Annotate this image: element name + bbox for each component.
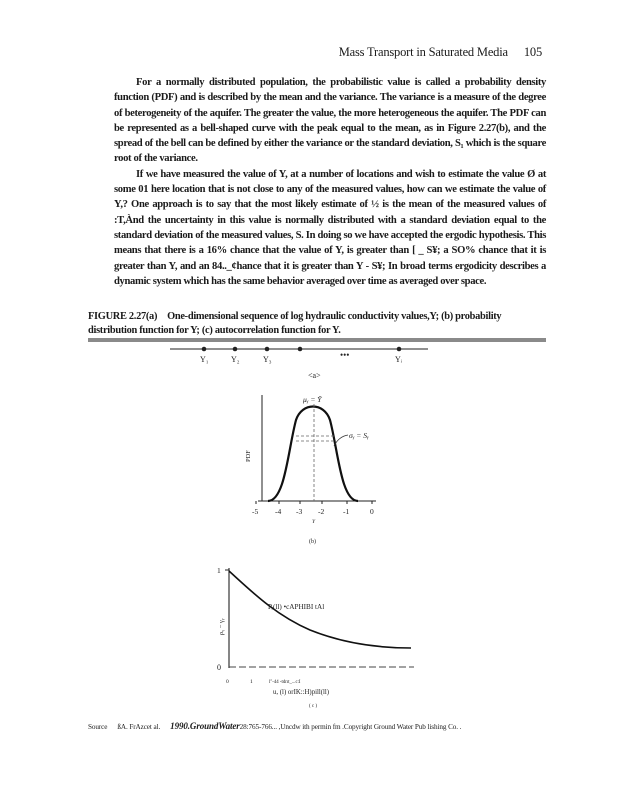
panel-b-label: (b) <box>309 539 316 545</box>
panel-c-autocorrelation <box>217 566 414 709</box>
caption-rule <box>88 338 546 342</box>
paragraph-pdf-definition: For a normally distributed population, the probabilistic value is called a probability density function (PDF) and is described by the mean and the variance. The variance is a measure of the degree of beterogeneity of the aquifer. The greater the value, the more heterogeneous the aquifer. The PDF can be represented as a bell-shaped curve with the peak equal to the mean, as in Figure 2.27(b), and the spread of the bell can be defined by either the variance or the standard deviation, S₁ which is the square root of the variance. <box>114 77 546 165</box>
source-prefix: Source <box>88 723 108 731</box>
acf-x-tick-1: 1 <box>250 679 253 685</box>
paragraph-ergodic-hypothesis: If we have measured the value of Y, at a number of locations and wish to estimate the value Ø at some 01 here location that is not close to any of the measured values, how can we estimate the value of Y,? One approach is to say that the most likely estimate of ½ is the mean of the measured values of :T,Ànd the uncertainty in this value is normally distributed with a standard deviation equal to the standard deviation of the measured values, S. In doing so we have accepted the ergodic hypothesis. This means that there is a 16% chance that the value of Y, is greater than [ _ S¥; a SO% chance that it is greater than Y, and an 84.._¢hance that it is greater than Y - S¥; In broad terms ergodicity describes a dynamic system which has the same behavior averaged over time as averaged over space. <box>114 168 546 287</box>
sigma-pointer <box>334 435 348 446</box>
running-header <box>339 45 542 60</box>
point-label: Y₁ <box>200 355 209 364</box>
panel-a-sequence <box>170 347 428 380</box>
mean-label: μᵧ = Ȳ <box>303 395 322 404</box>
acf-curve-label: P,(ll) •cAPHIBI tAl <box>268 603 325 611</box>
x-tick-label: -5 <box>252 507 259 516</box>
source-authors: ßA. FrAzcet al. <box>117 723 161 731</box>
acf-decay-curve <box>229 571 411 648</box>
point-ellipsis: ••• <box>340 350 350 360</box>
acf-y-label: ρᵧ − γᵧ <box>218 618 225 635</box>
running-title: Mass Transport in Saturated Media <box>338 45 508 59</box>
pdf-bell-curve <box>268 407 358 502</box>
source-citation: 28:765-766... ,Uncdw ith permin fm .Copyright Ground Water Pub lishing Co. . <box>239 723 462 731</box>
sequence-point <box>233 347 238 352</box>
panel-c-label: ( c ) <box>309 704 318 709</box>
acf-x-label: u, (l) orIK::H)pill(ll) <box>273 689 330 696</box>
figure-caption-text: One-dimensional sequence of log hydraulic conductivity values,Y; (b) probability distribution function for Y; (c) autocorrelation function for Y. <box>88 311 502 336</box>
source-credit <box>88 721 558 731</box>
acf-y-tick-bottom: 0 <box>217 663 221 672</box>
acf-y-tick-top: 1 <box>217 566 221 575</box>
acf-x-tick-0: 0 <box>226 679 229 685</box>
pdf-x-ticks <box>252 501 374 516</box>
panel-b-pdf <box>245 395 376 545</box>
figure-caption <box>88 310 548 338</box>
pdf-x-label: Y <box>312 519 316 525</box>
x-tick-label: -2 <box>318 507 325 516</box>
source-journal: 1990.GroundWater <box>170 721 240 731</box>
page-number: 105 <box>523 45 542 59</box>
sigma-label: σᵧ = Sᵧ <box>349 431 369 440</box>
x-tick-label: 0 <box>370 507 374 516</box>
x-tick-label: -3 <box>296 507 303 516</box>
x-tick-label: -1 <box>343 507 350 516</box>
body-text <box>114 75 546 289</box>
point-label: Y₂ <box>231 355 240 364</box>
acf-x-axis-garble: l"-44 -tdrıt_...c:I <box>269 680 301 685</box>
pdf-y-label: PDF <box>245 450 252 462</box>
panel-a-label: <a> <box>308 371 321 380</box>
point-label: Yᵢ <box>395 355 403 364</box>
sequence-point <box>298 347 303 352</box>
sequence-point <box>202 347 207 352</box>
sequence-point <box>397 347 402 352</box>
figure-label: FIGURE 2.27(a) <box>88 311 158 322</box>
x-tick-label: -4 <box>275 507 282 516</box>
sequence-point <box>265 347 270 352</box>
point-label: Y₃ <box>263 355 272 364</box>
